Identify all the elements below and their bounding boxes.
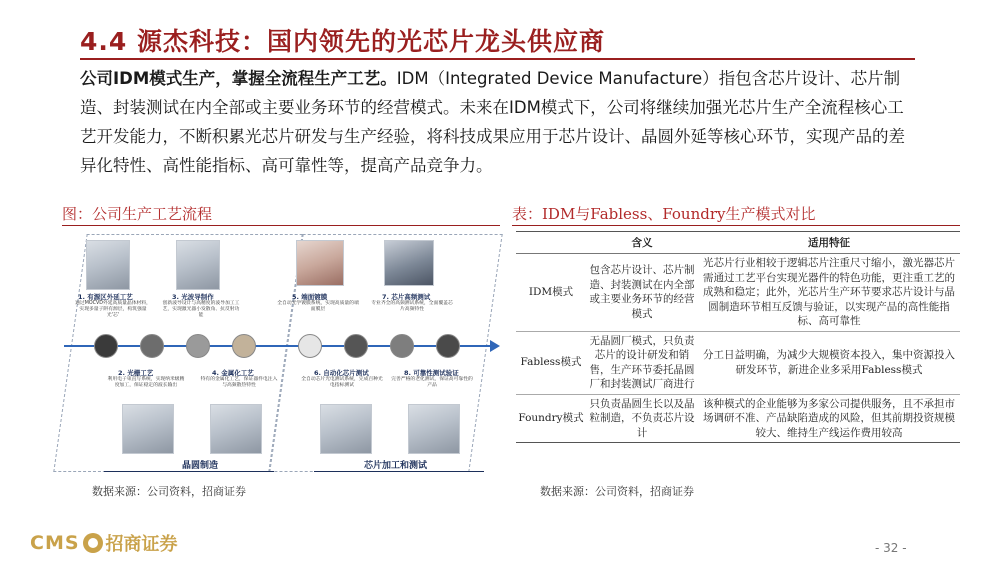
figure-title: 图：公司生产工艺流程 — [62, 205, 213, 223]
section-chip-rule — [314, 471, 484, 472]
step4-desc: 特有的金属化工艺，保证器件电注入与高频散热特性 — [200, 377, 278, 388]
figure-source: 数据来源：公司资料，招商证券 — [92, 485, 246, 498]
intro-text: IDM（Integrated Device Manufacture）指包含芯片设计、芯片制造、封装测试在内全部或主要业务环节的经营模式。未来在IDM模式下，公司将继续加强光芯片生产全流程核心工艺开发能力，不断积累光芯片研发与生产经验，将科技成果应用于芯片设计、晶圆外延等核心环节，实现产品的差异化特性、高性能指标、高可靠性等，提高产品竞争力。 — [80, 69, 905, 175]
row-features: 分工日益明确，为减少大规模资本投入，集中资源投入研发环节，新进企业多采用Fabless模式 — [698, 331, 960, 394]
table-row — [516, 331, 960, 394]
step2-desc: 利用电子束直写系统，实现纳米级精度加工，保证稳定的波长输出 — [107, 377, 185, 388]
step7-label: 7. 芯片高频测试 — [382, 293, 431, 301]
step3-desc: 创新波导设计与高精度的波导加工工艺，实现激光器小发散角、抗反射功能 — [162, 301, 240, 318]
step6-dot — [344, 334, 368, 358]
logo-text-en: CMS — [30, 532, 80, 554]
step4-label: 4. 金属化工艺 — [212, 369, 254, 377]
step7-photo — [384, 240, 434, 286]
step8-dot — [436, 334, 460, 358]
step7-desc: 专业齐全的高频测试系统，全面覆盖芯片高频特性 — [371, 301, 453, 312]
title-divider — [80, 58, 915, 60]
step5-label: 5. 端面镀膜 — [292, 293, 328, 301]
intro-paragraph — [80, 64, 920, 180]
step8-label: 8. 可靠性测试验证 — [404, 369, 459, 377]
step6-photo — [320, 404, 372, 454]
table-header-row — [516, 232, 960, 254]
logo-mark-icon — [83, 533, 103, 553]
table-title-divider — [512, 225, 960, 226]
step2-photo — [122, 404, 174, 454]
step2-dot — [140, 334, 164, 358]
step1-dot — [94, 334, 118, 358]
row-meaning: 无晶圆厂模式，只负责芯片的设计研发和销售，生产环节委托晶圆厂和封装测试厂商进行 — [586, 331, 698, 394]
step7-dot — [390, 334, 414, 358]
step3-photo — [176, 240, 220, 290]
table-source: 数据来源：公司资料，招商证券 — [540, 485, 694, 498]
process-flow-figure — [64, 232, 500, 480]
figure-title-divider — [62, 225, 500, 226]
page-title: 4.4 源杰科技：国内领先的光芯片龙头供应商 — [80, 27, 605, 56]
step6-label: 6. 自动化芯片测试 — [314, 369, 369, 377]
table-row — [516, 254, 960, 332]
row-features: 该种模式的企业能够为多家公司提供服务，且不承担市场调研不准、产品缺陷造成的风险，但其前期投资规模较大、维持生产线运作费用较高 — [698, 394, 960, 443]
table-row — [516, 394, 960, 443]
row-meaning: 包含芯片设计、芯片制造、封装测试在内全部或主要业务环节的经营模式 — [586, 254, 698, 332]
step8-desc: 完善严格的老化测试，保证高可靠性的产品 — [391, 377, 473, 388]
row-features: 光芯片行业相较于逻辑芯片注重尺寸缩小，激光器芯片需通过工艺平台实现光器件的特色功能，更注重工艺的成熟和稳定；此外，光芯片生产环节要求芯片设计与晶圆制造环节相互反馈与验证，以实现产品的高性能指标、高可靠性 — [698, 254, 960, 332]
step4-photo — [210, 404, 262, 454]
header-mode — [516, 232, 586, 254]
page-number: - 32 - — [875, 541, 907, 555]
process-axis-arrow — [490, 340, 500, 352]
section-wafer-rule — [104, 471, 274, 472]
step2-label: 2. 光栅工艺 — [118, 369, 154, 377]
row-mode: IDM模式 — [516, 254, 586, 332]
section-wafer-label: 晶圆制造 — [182, 461, 219, 471]
step1-photo — [86, 240, 130, 290]
comparison-table — [516, 231, 960, 443]
header-meaning: 含义 — [586, 232, 698, 254]
step1-desc: 通过MOCVD外延高质量晶体材料，实现多量子阱有源层，构筑强量光'芯' — [75, 301, 151, 318]
step8-photo — [408, 404, 460, 454]
section-chip-label: 芯片加工和测试 — [364, 461, 428, 471]
intro-lead: 公司IDM模式生产，掌握全流程生产工艺。 — [80, 69, 397, 88]
header-features: 适用特征 — [698, 232, 960, 254]
row-mode: Fabless模式 — [516, 331, 586, 394]
row-meaning: 只负责晶圆生长以及晶粒制造，不负责芯片设计 — [586, 394, 698, 443]
step1-label: 1. 有源区外延工艺 — [78, 293, 133, 301]
step3-label: 3. 光波导制作 — [172, 293, 214, 301]
logo-text-cn: 招商证券 — [105, 534, 178, 555]
step3-dot — [186, 334, 210, 358]
cms-logo — [30, 530, 178, 556]
step5-dot — [298, 334, 322, 358]
step5-photo — [296, 240, 344, 286]
step5-desc: 全自动光学镀膜系统，实现高质量的端面膜层 — [277, 301, 359, 312]
step6-desc: 全自动芯片光电测试系统，完成百种光电指标测试 — [301, 377, 383, 388]
step4-dot — [232, 334, 256, 358]
process-axis — [64, 345, 498, 347]
row-mode: Foundry模式 — [516, 394, 586, 443]
table-title: 表：IDM与Fabless、Foundry生产模式对比 — [512, 205, 816, 223]
